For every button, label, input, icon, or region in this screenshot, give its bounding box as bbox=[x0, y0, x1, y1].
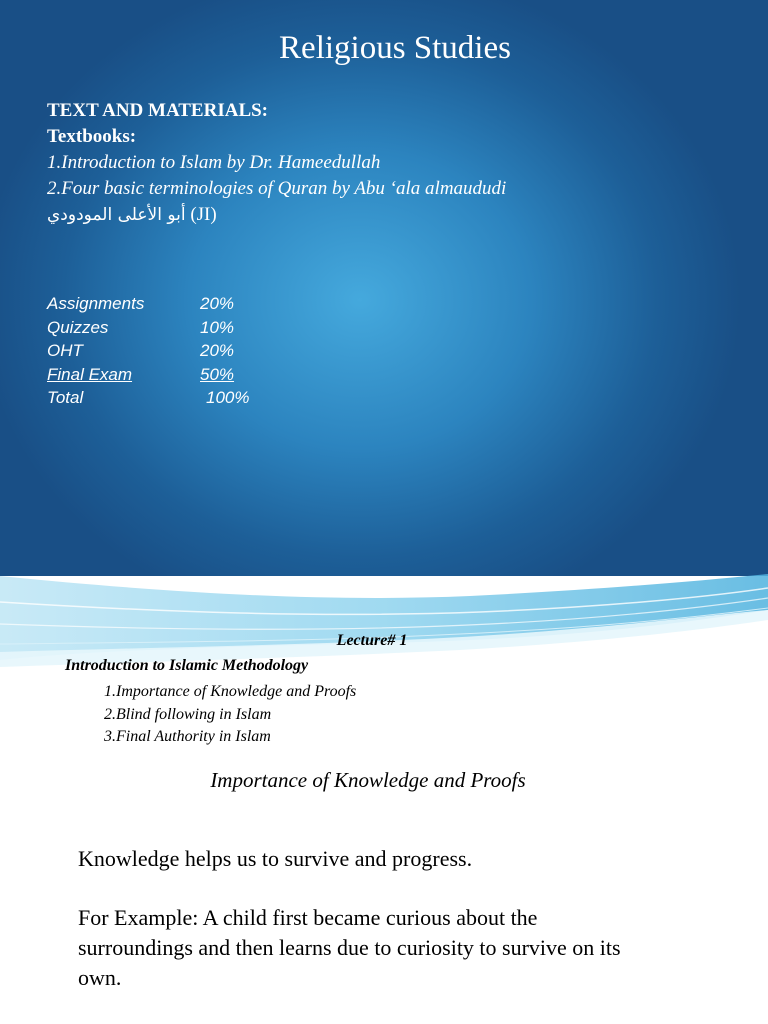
grade-label: Assignments bbox=[47, 294, 145, 313]
topic-item: 1.Importance of Knowledge and Proofs bbox=[104, 683, 357, 700]
grade-value: 100% bbox=[206, 388, 250, 407]
grade-value: 50% bbox=[200, 364, 235, 384]
paragraph-knowledge: Knowledge helps us to survive and progress. bbox=[78, 846, 473, 871]
grade-row bbox=[47, 292, 266, 316]
slide-title: Religious Studies bbox=[279, 30, 511, 66]
textbook-2-arabic-line bbox=[47, 202, 506, 228]
grade-row bbox=[47, 339, 266, 363]
grade-label: OHT bbox=[47, 341, 83, 360]
grade-row bbox=[47, 363, 266, 387]
grade-value: 20% bbox=[200, 294, 235, 313]
arabic-author-name: أبو الأعلى المودودي bbox=[47, 205, 186, 225]
topic-item: 2.Blind following in Islam bbox=[104, 705, 272, 723]
topic-item: 3.Final Authority in Islam bbox=[104, 728, 271, 745]
paragraph-example: For Example: A child first became curious about the surroundings and then learns due to curiosity to survive on its own. bbox=[78, 905, 621, 990]
grade-label: Final Exam bbox=[47, 364, 133, 384]
grade-breakdown bbox=[47, 292, 266, 410]
grade-row bbox=[47, 316, 266, 340]
text-and-materials bbox=[47, 98, 506, 228]
lecture-subtitle: Introduction to Islamic Methodology bbox=[65, 657, 309, 674]
textbook-2: 2.Four basic terminologies of Quran by Abu ‘ala almaududi bbox=[47, 178, 507, 199]
grade-row-total bbox=[47, 386, 266, 410]
textbook-1: 1.Introduction to Islam by Dr. Hameedullah bbox=[47, 152, 381, 173]
grade-value: 10% bbox=[200, 317, 235, 337]
author-affiliation: (JI) bbox=[190, 204, 217, 225]
grade-value: 20% bbox=[200, 341, 235, 360]
materials-heading: TEXT AND MATERIALS: bbox=[47, 100, 269, 121]
grade-label: Quizzes bbox=[47, 317, 109, 337]
lecture-number: Lecture# 1 bbox=[336, 632, 408, 649]
topic-list bbox=[104, 681, 356, 749]
textbooks-heading: Textbooks: bbox=[47, 126, 137, 147]
wave-decoration bbox=[0, 572, 768, 667]
section-title: Importance of Knowledge and Proofs bbox=[210, 768, 526, 792]
grade-label: Total bbox=[47, 388, 84, 407]
